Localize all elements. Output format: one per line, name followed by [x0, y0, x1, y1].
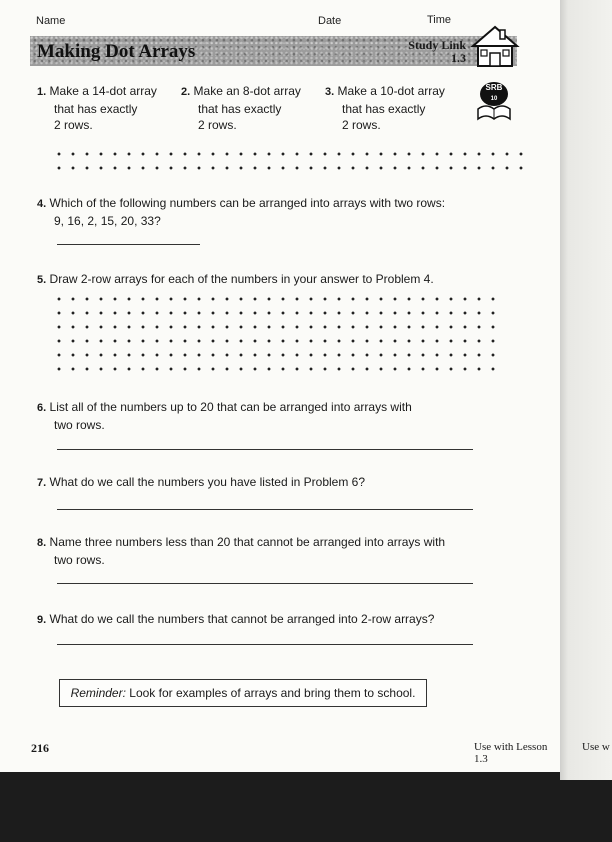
problem-7-answer-line[interactable]	[57, 509, 473, 510]
problem-3	[325, 83, 445, 134]
problem-4-line2: 9, 16, 2, 15, 20, 33?	[54, 213, 161, 228]
adjacent-page-edge	[560, 0, 612, 780]
problem-5-line1: Draw 2-row arrays for each of the numbers in your answer to Problem 4.	[49, 272, 434, 286]
page-number: 216	[31, 741, 49, 755]
problem-9-answer-line[interactable]	[57, 644, 473, 645]
adjacent-page-lesson-text: Use w	[582, 741, 610, 753]
study-link-number: 1.3	[451, 51, 466, 65]
date-label: Date	[318, 15, 342, 27]
dot-grid-problem-5[interactable]	[52, 292, 500, 376]
reminder-text: Look for examples of arrays and bring them to school.	[129, 686, 416, 700]
worksheet-title: Making Dot Arrays	[37, 41, 196, 62]
reminder-label: Reminder:	[70, 686, 126, 700]
dot-grid-problems-1-3[interactable]	[52, 147, 528, 175]
problem-6-line1: List all of the numbers up to 20 that can be arranged into arrays with	[49, 400, 412, 414]
problem-7-number: 7.	[37, 477, 47, 489]
problem-6-number: 6.	[37, 402, 47, 414]
problem-8-number: 8.	[37, 537, 47, 549]
problem-6-line2: two rows.	[54, 417, 105, 432]
problem-3-number: 3.	[325, 86, 335, 98]
problem-2-line3: 2 rows.	[198, 118, 237, 132]
srb-label: SRB	[485, 83, 503, 92]
problem-8	[37, 534, 445, 568]
problem-2-number: 2.	[181, 86, 191, 98]
study-link-text: Study Link	[408, 38, 466, 52]
problem-1-line2: that has exactly	[54, 101, 138, 116]
study-link-label	[380, 39, 466, 65]
problem-7-line1: What do we call the numbers you have listed in Problem 6?	[49, 475, 366, 489]
problem-3-line1: Make a 10-dot array	[337, 84, 445, 98]
problem-9	[37, 611, 434, 629]
problem-8-line2: two rows.	[54, 552, 105, 567]
problem-5	[37, 271, 434, 289]
problem-3-line3: 2 rows.	[342, 118, 381, 132]
problem-5-number: 5.	[37, 274, 47, 286]
problem-1-number: 1.	[37, 86, 47, 98]
problem-2-line2: that has exactly	[198, 101, 282, 116]
lesson-reference: Use with Lesson 1.3	[474, 741, 548, 765]
problem-1	[37, 83, 157, 134]
problem-8-line1: Name three numbers less than 20 that cannot be arranged into arrays with	[49, 535, 446, 549]
problem-9-line1: What do we call the numbers that cannot be arranged into 2-row arrays?	[49, 612, 435, 626]
problem-4-answer-line[interactable]	[57, 244, 200, 245]
reminder-box	[59, 679, 427, 707]
problem-2	[181, 83, 301, 134]
house-icon	[470, 24, 520, 70]
problem-4-number: 4.	[37, 198, 47, 210]
problem-4	[37, 195, 445, 229]
problem-8-answer-line[interactable]	[57, 583, 473, 584]
srb-page: 10	[490, 96, 498, 102]
problem-6	[37, 399, 412, 433]
problem-3-line2: that has exactly	[342, 101, 426, 116]
name-label: Name	[36, 15, 66, 27]
problem-6-answer-line[interactable]	[57, 449, 473, 450]
problem-1-line1: Make a 14-dot array	[49, 84, 157, 98]
problem-1-line3: 2 rows.	[54, 118, 93, 132]
problem-7	[37, 474, 365, 492]
problem-2-line1: Make an 8-dot array	[193, 84, 301, 98]
problem-9-number: 9.	[37, 614, 47, 626]
time-label: Time	[427, 14, 452, 26]
problem-4-line1: Which of the following numbers can be arranged into arrays with two rows:	[49, 196, 446, 210]
